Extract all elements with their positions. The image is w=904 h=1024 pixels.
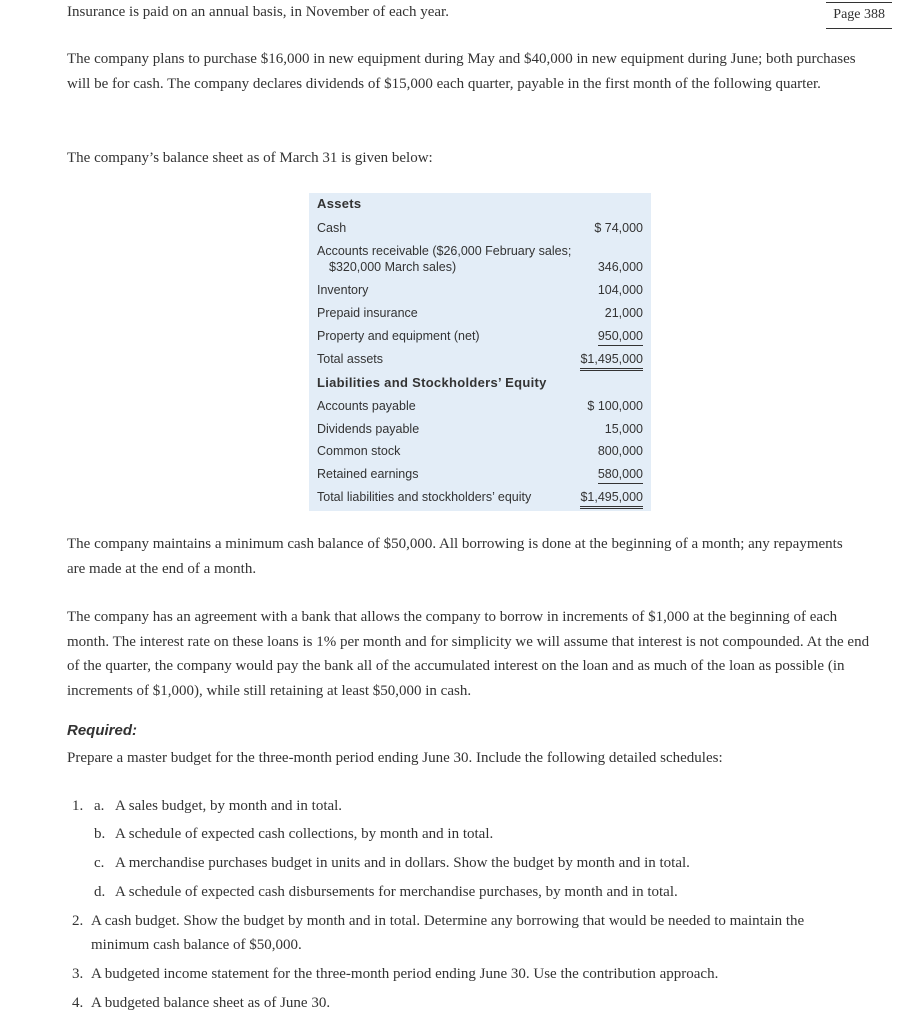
- equipment-dividends-paragraph: The company plans to purchase $16,000 in new equipment during May and $40,000 in new equipment during June; both purchases will be for cash. The company declares dividends of $15,000 each quarter, payable in the first month of the following quarter.: [67, 51, 856, 92]
- liabilities-equity-heading: Liabilities and Stockholders’ Equity: [317, 375, 547, 390]
- common-stock-label: Common stock: [317, 444, 401, 458]
- dividends-payable-label: Dividends payable: [317, 422, 420, 436]
- cash-label: Cash: [317, 221, 347, 235]
- item-2-number: 2.: [72, 913, 84, 929]
- ar-value: 346,000: [597, 260, 643, 274]
- prepaid-insurance-label: Prepaid insurance: [317, 306, 418, 320]
- item-3-text: A budgeted income statement for the three-month period ending June 30. Use the contribution approach.: [91, 966, 719, 982]
- inventory-label: Inventory: [317, 283, 369, 297]
- prepaid-insurance-value: 21,000: [604, 306, 643, 320]
- item-1d-text: A schedule of expected cash disbursements for merchandise purchases, by month and in total.: [115, 884, 678, 900]
- inventory-value: 104,000: [597, 283, 643, 297]
- assets-heading: Assets: [317, 196, 362, 211]
- ar-label-line1: Accounts receivable ($26,000 February sales;: [317, 244, 572, 258]
- ppe-label: Property and equipment (net): [317, 329, 480, 343]
- page-number-badge: Page 388: [826, 2, 892, 29]
- item-1d-letter: d.: [94, 884, 106, 900]
- item-4-text: A budgeted balance sheet as of June 30.: [91, 995, 331, 1011]
- item-2-text-line1: A cash budget. Show the budget by month and in total. Determine any borrowing that would be needed to maintain the: [91, 913, 805, 929]
- minimum-cash-paragraph: The company maintains a minimum cash balance of $50,000. All borrowing is done at the beginning of a month; any repayments are made at the end of a month.: [67, 536, 843, 577]
- dividends-payable-value: 15,000: [604, 422, 643, 436]
- balance-sheet-table: [309, 193, 651, 511]
- item-1a-letter: a.: [94, 798, 105, 814]
- ar-label-line2: $320,000 March sales): [329, 260, 457, 274]
- ppe-value: 950,000: [598, 327, 643, 346]
- cash-value: $ 74,000: [594, 221, 643, 235]
- total-liabilities-equity-label: Total liabilities and stockholders’ equity: [317, 490, 532, 504]
- total-assets-label: Total assets: [317, 352, 384, 366]
- required-heading: Required:: [67, 722, 138, 739]
- accounts-payable-value: $ 100,000: [587, 399, 643, 413]
- total-liabilities-equity-value: $1,495,000: [580, 488, 643, 509]
- item-3-number: 3.: [72, 966, 84, 982]
- insurance-note: Insurance is paid on an annual basis, in November of each year.: [67, 4, 449, 20]
- item-1-number: 1.: [72, 798, 84, 814]
- retained-earnings-value: 580,000: [598, 465, 643, 484]
- required-instructions: Prepare a master budget for the three-month period ending June 30. Include the following detailed schedules:: [67, 750, 723, 766]
- item-4-number: 4.: [72, 995, 84, 1011]
- item-1a-text: A sales budget, by month and in total.: [115, 798, 343, 814]
- bank-agreement-paragraph: The company has an agreement with a bank that allows the company to borrow in increments of $1,000 at the beginning of each month. The interest rate on these loans is 1% per month and for simplicity we will assume that interest is not compounded. At the end of the quarter, the company would pay the bank all of the accumulated interest on the loan and as much of the loan as possible (in increments of $1,000), while still retaining at least $50,000 in cash.: [67, 609, 870, 699]
- total-assets-value: $1,495,000: [580, 350, 643, 371]
- balance-sheet-intro: The company’s balance sheet as of March 31 is given below:: [67, 150, 433, 166]
- item-1b-letter: b.: [94, 826, 106, 842]
- common-stock-value: 800,000: [597, 444, 643, 458]
- item-1c-letter: c.: [94, 855, 105, 871]
- item-1b-text: A schedule of expected cash collections, by month and in total.: [115, 826, 494, 842]
- accounts-payable-label: Accounts payable: [317, 399, 416, 413]
- item-1c-text: A merchandise purchases budget in units and in dollars. Show the budget by month and in total.: [115, 855, 690, 871]
- item-2-text-line2: minimum cash balance of $50,000.: [91, 937, 302, 953]
- retained-earnings-label: Retained earnings: [317, 467, 419, 481]
